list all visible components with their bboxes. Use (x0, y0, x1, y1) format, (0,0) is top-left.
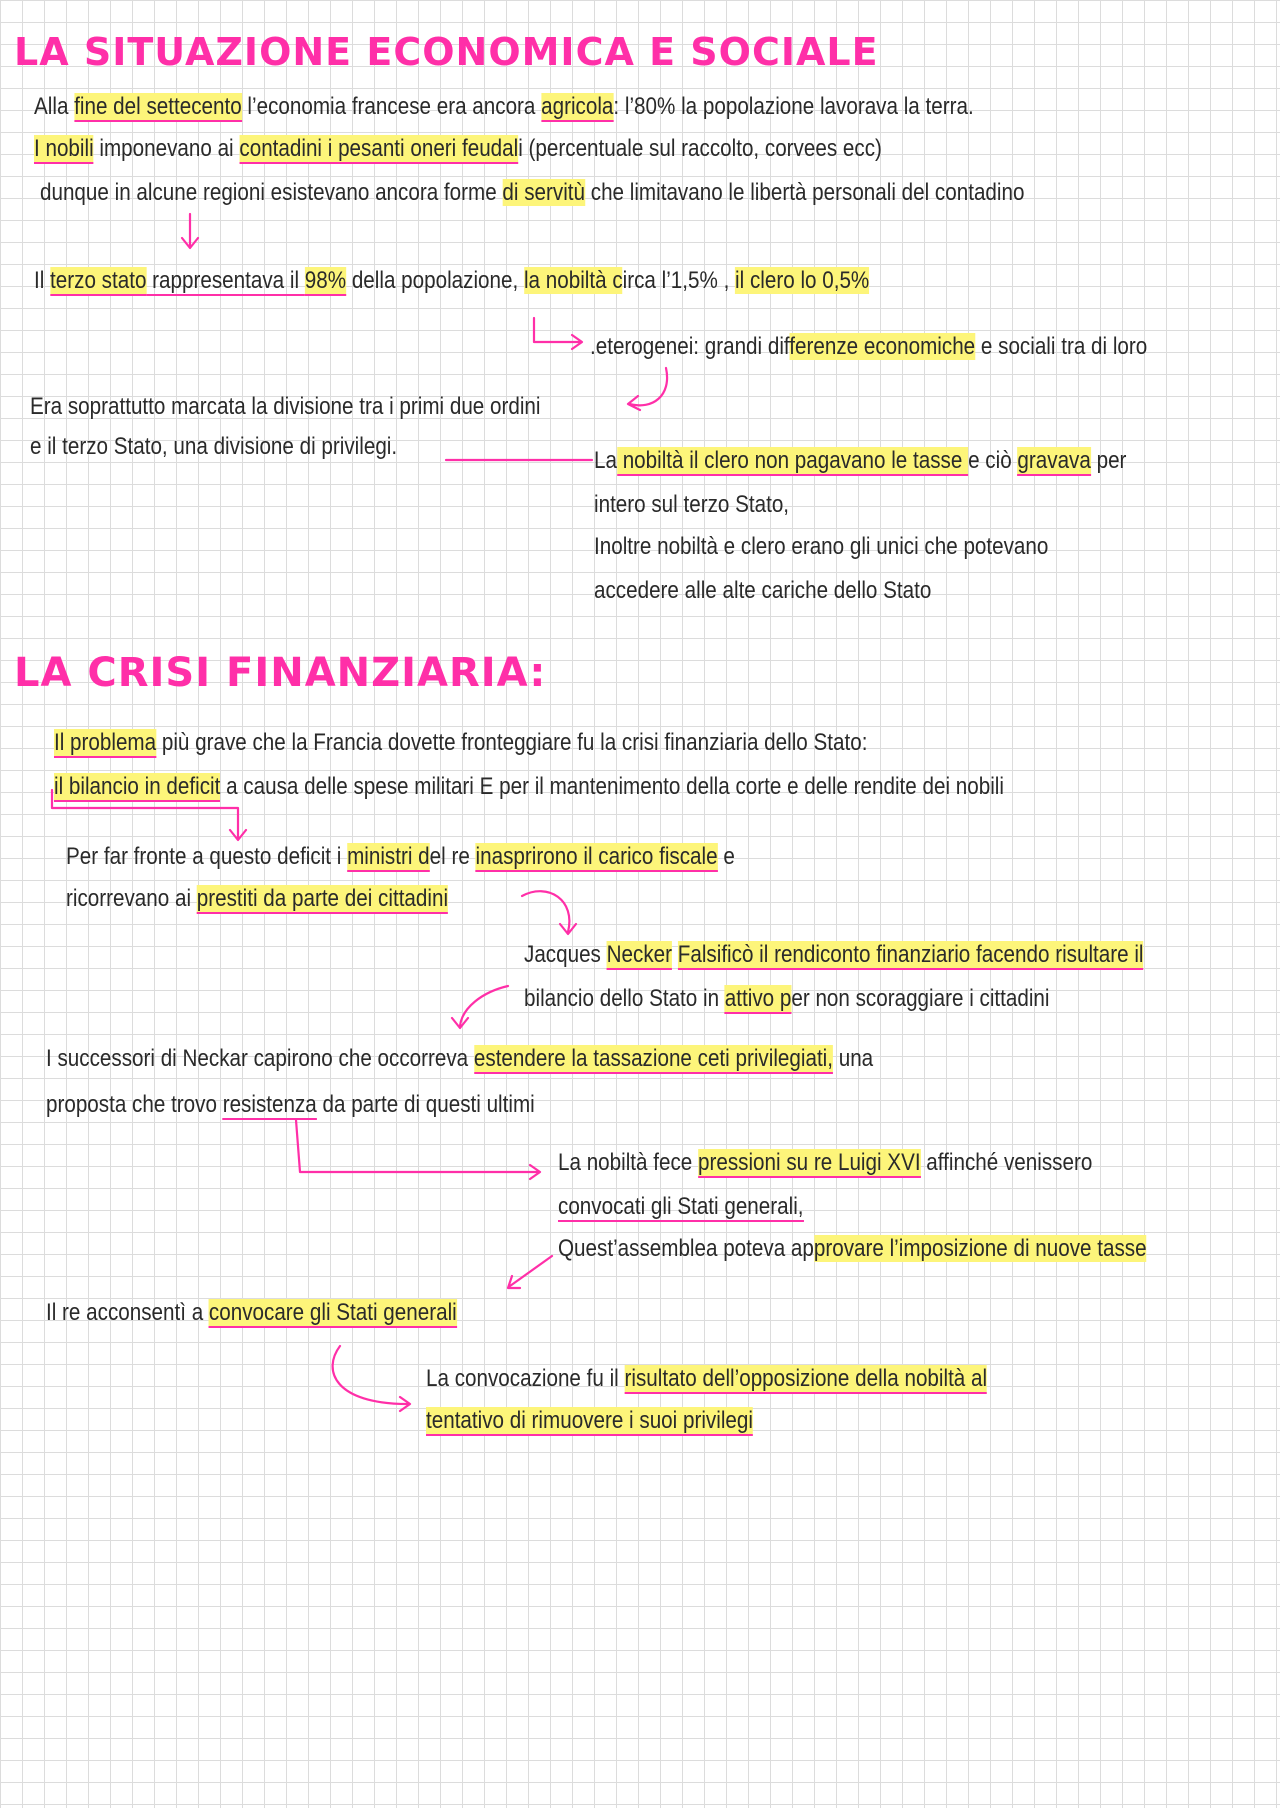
down-arrow-icon (182, 214, 198, 248)
curved-arrow-icon (628, 368, 667, 410)
text-line: e il terzo Stato, una divisione di privilegi. (30, 433, 398, 460)
text-line: bilancio dello Stato in attivo per non scoraggiare i cittadini (524, 985, 1050, 1012)
text-line: La convocazione fu il risultato dell’opposizione della nobiltà al (426, 1365, 988, 1392)
elbow-arrow-icon (534, 318, 582, 349)
text-line: Alla fine del settecento l’economia francese era ancora agricola: l’80% la popolazione lavorava la terra. (34, 93, 974, 120)
section-title-financial-crisis: LA CRISI FINANZIARIA: (14, 650, 547, 696)
text-line: Quest’assemblea poteva approvare l’imposizione di nuove tasse (558, 1235, 1147, 1262)
text-line: I nobili imponevano ai contadini i pesanti oneri feudali (percentuale sul raccolto, corvees ecc) (34, 135, 882, 162)
section-title-economic-social: LA SITUAZIONE ECONOMICA E SOCIALE (14, 30, 879, 74)
elbow-arrow-icon (296, 1120, 540, 1179)
curved-arrow-icon (522, 891, 576, 934)
text-line: il bilancio in deficit a causa delle spese militari E per il mantenimento della corte e delle rendite dei nobili (54, 773, 1004, 800)
text-line: dunque in alcune regioni esistevano ancora forme di servitù che limitavano le libertà personali del contadino (40, 179, 1025, 206)
text-line: ricorrevano ai prestiti da parte dei cittadini (66, 885, 449, 912)
curved-arrow-icon (452, 986, 508, 1028)
text-line: Il re acconsentì a convocare gli Stati generali (46, 1299, 457, 1326)
text-line: convocati gli Stati generali, (558, 1193, 804, 1220)
text-line: Il terzo stato rappresentava il 98% della popolazione, la nobiltà circa l’1,5% , il clero lo 0,5% (34, 267, 870, 294)
text-line: tentativo di rimuovere i suoi privilegi (426, 1407, 753, 1434)
text-line: Era soprattutto marcata la divisione tra i primi due ordini (30, 393, 541, 420)
text-line: intero sul terzo Stato, (594, 491, 790, 518)
diagonal-arrow-icon (508, 1256, 552, 1288)
text-line: Per far fronte a questo deficit i ministri del re inasprirono il carico fiscale e (66, 843, 735, 870)
text-line: La nobiltà il clero non pagavano le tasse e ciò gravava per (594, 447, 1127, 474)
text-line: accedere alle alte cariche dello Stato (594, 577, 932, 604)
text-line: I successori di Neckar capirono che occorreva estendere la tassazione ceti privilegiati, una (46, 1045, 874, 1072)
text-line: Jacques Necker Falsificò il rendiconto finanziario facendo risultare il (524, 941, 1144, 968)
text-line: La nobiltà fece pressioni su re Luigi XVI affinché venissero (558, 1149, 1093, 1176)
text-line: Inoltre nobiltà e clero erano gli unici che potevano (594, 533, 1049, 560)
curved-arrow-icon (333, 1346, 410, 1411)
text-line: proposta che trovo resistenza da parte di questi ultimi (46, 1091, 535, 1118)
text-line: .eterogenei: grandi differenze economiche e sociali tra di loro (590, 333, 1148, 360)
text-line: Il problema più grave che la Francia dovette fronteggiare fu la crisi finanziaria dello Stato: (54, 729, 868, 756)
